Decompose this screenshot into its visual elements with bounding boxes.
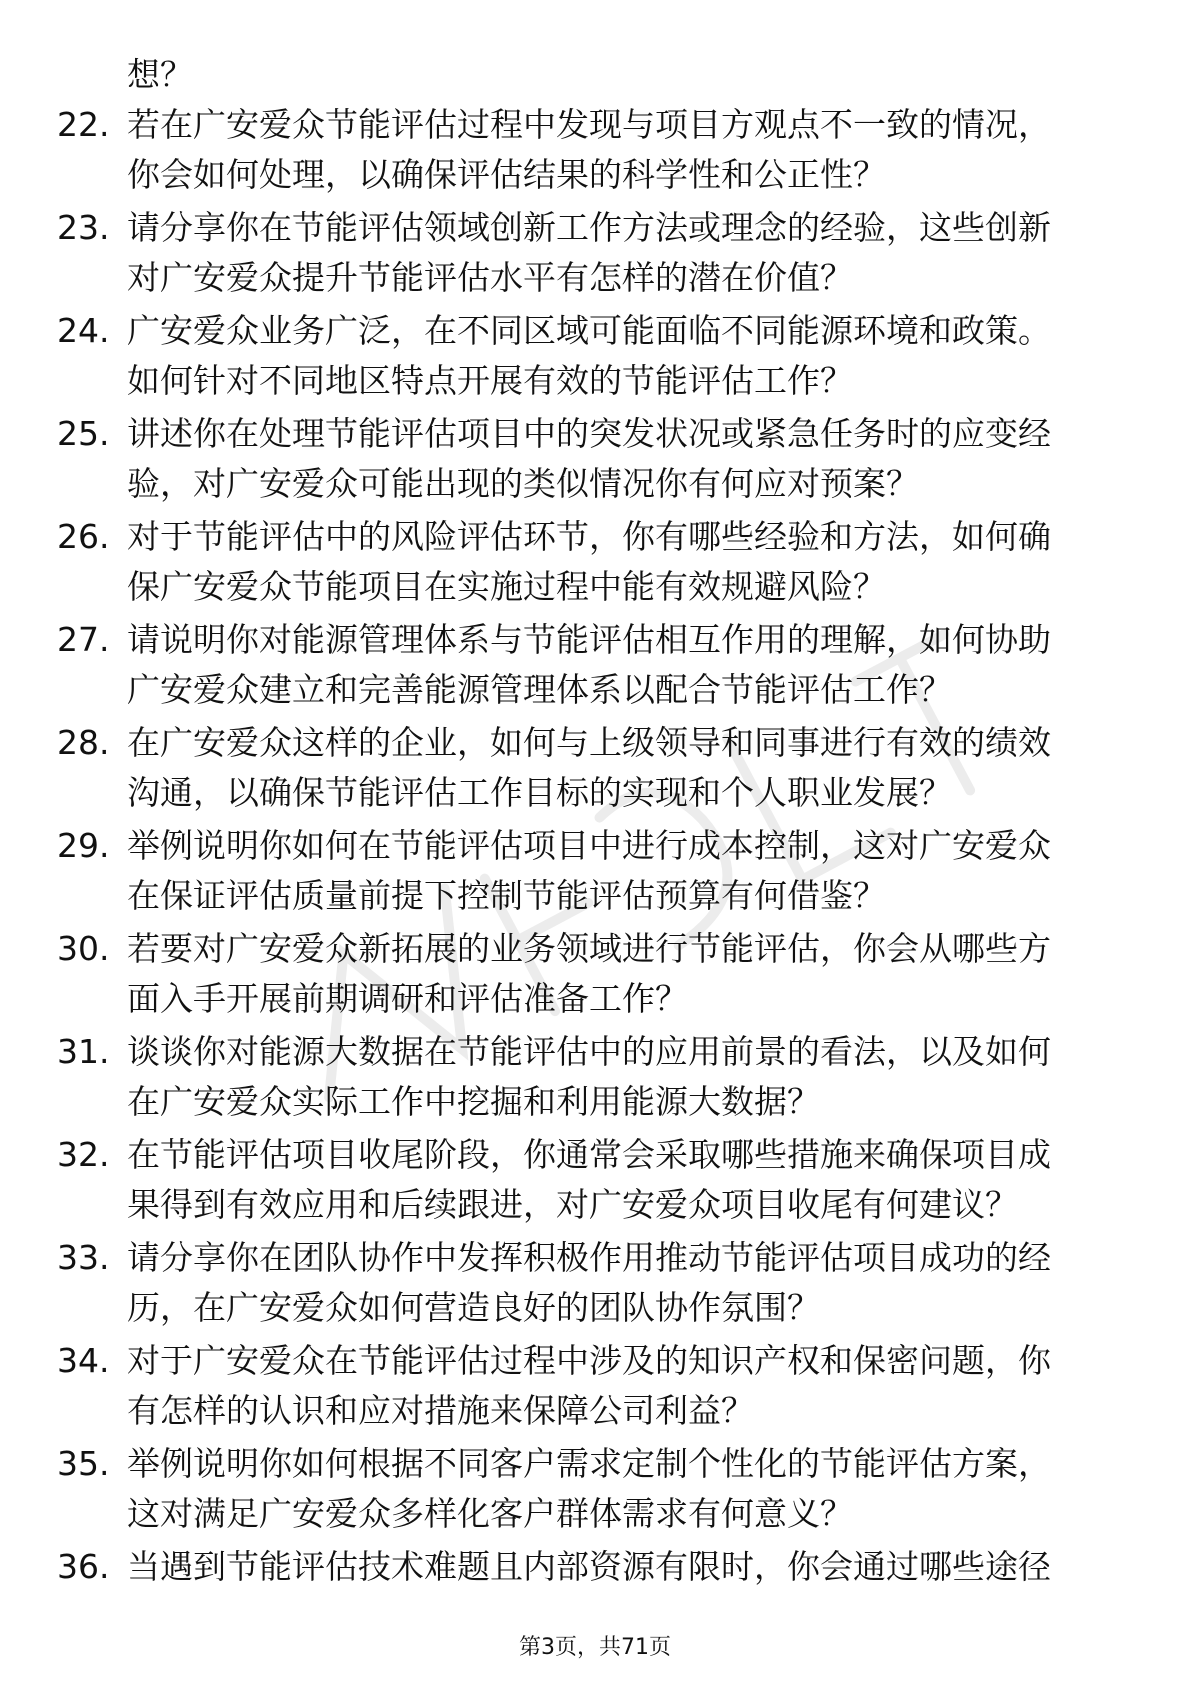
question-text-line: 举例说明你如何在节能评估项目中进行成本控制，这对广安爱众 [127,826,1051,865]
question-number: 31. [57,1032,110,1071]
question-item [0,1542,1190,1645]
question-number: 23. [57,208,110,247]
question-number: 29. [57,826,110,865]
question-text-line: 在广安爱众这样的企业，如何与上级领导和同事进行有效的绩效 [127,723,1051,762]
question-number: 36. [57,1547,110,1586]
question-item [0,615,1190,718]
question-text-line: 验，对广安爱众可能出现的类似情况你有何应对预案？ [127,464,919,503]
question-text-line: 请说明你对能源管理体系与节能评估相互作用的理解，如何协助 [127,620,1051,659]
question-text-line: 对于节能评估中的风险评估环节，你有哪些经验和方法，如何确 [127,517,1051,556]
question-text-line: 有怎样的认识和应对措施来保障公司利益？ [127,1391,754,1430]
question-text-line: 请分享你在团队协作中发挥积极作用推动节能评估项目成功的经 [127,1238,1051,1277]
question-item [0,100,1190,203]
question-text-line: 请分享你在节能评估领域创新工作方法或理念的经验，这些创新 [127,208,1051,247]
question-text-line: 若在广安爱众节能评估过程中发现与项目方观点不一致的情况， [127,105,1051,144]
question-item [0,306,1190,409]
question-item [0,1027,1190,1130]
question-text-line: 讲述你在处理节能评估项目中的突发状况或紧急任务时的应变经 [127,414,1051,453]
question-item [0,203,1190,306]
question-text-line: 果得到有效应用和后续跟进，对广安爱众项目收尾有何建议？ [127,1185,1018,1224]
question-number: 22. [57,105,110,144]
question-item [0,718,1190,821]
question-text-line: 当遇到节能评估技术难题且内部资源有限时，你会通过哪些途径 [127,1547,1051,1586]
question-text-line: 对于广安爱众在节能评估过程中涉及的知识产权和保密问题，你 [127,1341,1051,1380]
question-item [0,1130,1190,1233]
question-item [0,1233,1190,1336]
question-number: 34. [57,1341,110,1380]
question-text-line: 对广安爱众提升节能评估水平有怎样的潜在价值？ [127,258,853,297]
question-number: 28. [57,723,110,762]
question-text-line: 历，在广安爱众如何营造良好的团队协作氛围？ [127,1288,820,1327]
question-text-line: 在广安爱众实际工作中挖掘和利用能源大数据？ [127,1082,820,1121]
question-number: 32. [57,1135,110,1174]
question-text-line: 在保证评估质量前提下控制节能评估预算有何借鉴？ [127,876,886,915]
question-item [0,1439,1190,1542]
question-text-line: 你会如何处理，以确保评估结果的科学性和公正性？ [127,155,886,194]
question-text-line: 沟通，以确保节能评估工作目标的实现和个人职业发展？ [127,773,952,812]
question-number: 25. [57,414,110,453]
question-number: 30. [57,929,110,968]
question-text-line: 广安爱众业务广泛，在不同区域可能面临不同能源环境和政策。 [127,311,1051,350]
question-number: 35. [57,1444,110,1483]
question-item [0,1336,1190,1439]
continued-question-text: 想？ [127,55,193,94]
question-item [0,512,1190,615]
question-text-line: 这对满足广安爱众多样化客户群体需求有何意义？ [127,1494,853,1533]
question-text-line: 举例说明你如何根据不同客户需求定制个性化的节能评估方案， [127,1444,1051,1483]
question-text-line: 如何针对不同地区特点开展有效的节能评估工作？ [127,361,853,400]
question-text-line: 保广安爱众节能项目在实施过程中能有效规避风险？ [127,567,886,606]
question-number: 27. [57,620,110,659]
question-number: 26. [57,517,110,556]
question-number: 24. [57,311,110,350]
question-number: 33. [57,1238,110,1277]
question-text-line: 在节能评估项目收尾阶段，你通常会采取哪些措施来确保项目成 [127,1135,1051,1174]
question-text-line: 若要对广安爱众新拓展的业务领域进行节能评估，你会从哪些方 [127,929,1051,968]
question-item [0,409,1190,512]
question-item [0,924,1190,1027]
question-text-line: 广安爱众建立和完善能源管理体系以配合节能评估工作？ [127,670,952,709]
question-item [0,821,1190,924]
page-number-footer: 第3页，共71页 [519,1635,671,1660]
question-text-line: 谈谈你对能源大数据在节能评估中的应用前景的看法，以及如何 [127,1032,1051,1071]
question-text-line: 面入手开展前期调研和评估准备工作？ [127,979,688,1018]
question-list [0,100,1190,1645]
